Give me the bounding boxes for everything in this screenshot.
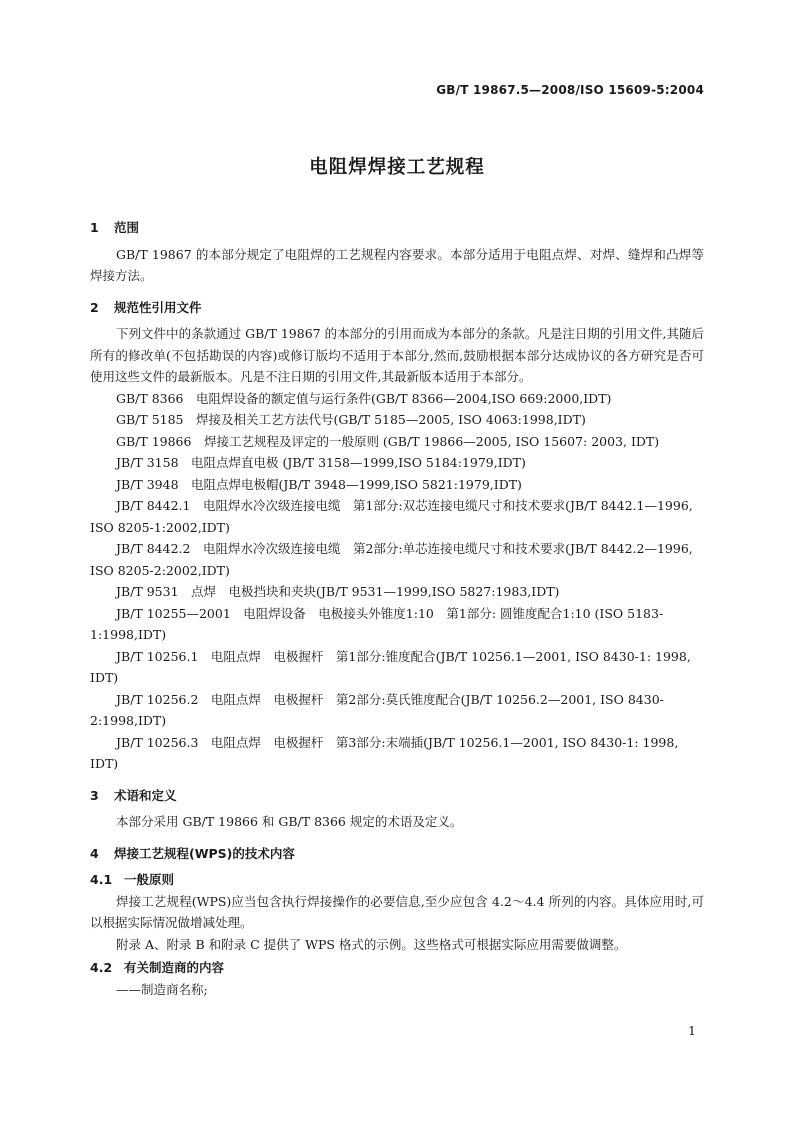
- reference-item: GB/T 19866 焊接工艺规程及评定的一般原则 (GB/T 19866—2005, ISO 15607: 2003, IDT): [116, 433, 660, 449]
- section-1-paragraph: GB/T 19867 的本部分规定了电阻焊的工艺规程内容要求。本部分适用于电阻点焊、对焊、缝焊和凸焊等焊接方法。: [90, 246, 704, 283]
- reference-item: JB/T 10256.2 电阻点焊 电极握杆 第2部分:莫氏锥度配合(JB/T 10256.2—2001, ISO 8430-2:1998,IDT): [90, 691, 664, 728]
- section-4-1-paragraph-1: 焊接工艺规程(WPS)应当包含执行焊接操作的必要信息,至少应包含 4.2～4.4 所列的内容。具体应用时,可以根据实际情况做增减处理。: [90, 893, 704, 930]
- section-4-1-number: 4.1: [90, 872, 113, 887]
- reference-item: GB/T 8366 电阻焊设备的额定值与运行条件(GB/T 8366—2004,ISO 669:2000,IDT): [116, 390, 612, 406]
- reference-item: JB/T 10256.3 电阻点焊 电极握杆 第3部分:末端插(JB/T 10256.1—2001, ISO 8430-1: 1998, IDT): [90, 734, 679, 771]
- section-4-1-title: 一般原则: [124, 872, 175, 887]
- section-2-paragraph: 下列文件中的条款通过 GB/T 19867 的本部分的引用而成为本部分的条款。凡是注日期的引用文件,其随后所有的修改单(不包括勘误的内容)或修订版均不适用于本部分,然而,鼓励根据本部分达成协议的各方研究是否可使用这些文件的最新版本。凡是不注日期的引用文件,其最新版本适用于本部分。: [90, 326, 704, 384]
- document-body: [90, 217, 704, 1000]
- section-4-1-heading: [90, 869, 704, 891]
- section-4-2-number: 4.2: [90, 960, 113, 975]
- section-4-1-paragraph-2: 附录 A、附录 B 和附录 C 提供了 WPS 格式的示例。这些格式可根据实际应用需要做调整。: [116, 936, 627, 952]
- page-number: 1: [688, 1023, 696, 1038]
- section-4-2-title: 有关制造商的内容: [124, 960, 225, 975]
- reference-item: JB/T 9531 点焊 电极挡块和夹块(JB/T 9531—1999,ISO 5827:1983,IDT): [116, 584, 560, 599]
- reference-item: JB/T 3948 电阻点焊电极帽(JB/T 3948—1999,ISO 5821:1979,IDT): [116, 476, 522, 492]
- section-3-number: 3: [90, 787, 99, 803]
- standard-code-header: GB/T 19867.5—2008/ISO 15609-5:2004: [436, 83, 704, 97]
- section-1-title: 范围: [114, 220, 140, 235]
- section-4-title: 焊接工艺规程(WPS)的技术内容: [114, 845, 295, 861]
- section-4-heading: [90, 843, 704, 865]
- section-3-paragraph: 本部分采用 GB/T 19866 和 GB/T 8366 规定的术语及定义。: [116, 814, 463, 829]
- reference-item: JB/T 3158 电阻点焊直电极 (JB/T 3158—1999,ISO 5184:1979,IDT): [116, 455, 526, 470]
- reference-item: JB/T 8442.1 电阻焊水冷次级连接电缆 第1部分:双芯连接电缆尺寸和技术要求(JB/T 8442.1—1996, ISO 8205-1:2002,IDT): [90, 498, 693, 535]
- reference-item: JB/T 8442.2 电阻焊水冷次级连接电缆 第2部分:单芯连接电缆尺寸和技术要求(JB/T 8442.2—1996, ISO 8205-2:2002,IDT): [90, 541, 693, 578]
- section-1-number: 1: [90, 220, 99, 235]
- document-title: 电阻焊焊接工艺规程: [309, 157, 485, 178]
- section-4-2-list-item: ——制造商名称;: [116, 981, 208, 997]
- section-1-heading: [90, 217, 704, 239]
- section-2-number: 2: [90, 299, 99, 315]
- reference-item: JB/T 10255—2001 电阻焊设备 电极接头外锥度1:10 第1部分: 圆锥度配合1:10 (ISO 5183-1:1998,IDT): [90, 605, 664, 642]
- section-2-title: 规范性引用文件: [114, 299, 202, 315]
- reference-item: JB/T 10256.1 电阻点焊 电极握杆 第1部分:锥度配合(JB/T 10256.1—2001, ISO 8430-1: 1998, IDT): [90, 648, 691, 685]
- section-4-2-heading: [90, 957, 704, 979]
- reference-item: GB/T 5185 焊接及相关工艺方法代号(GB/T 5185—2005, ISO 4063:1998,IDT): [116, 412, 586, 427]
- section-3-heading: [90, 785, 704, 807]
- section-3-title: 术语和定义: [114, 787, 177, 803]
- section-2-heading: [90, 297, 704, 319]
- section-4-number: 4: [90, 845, 99, 861]
